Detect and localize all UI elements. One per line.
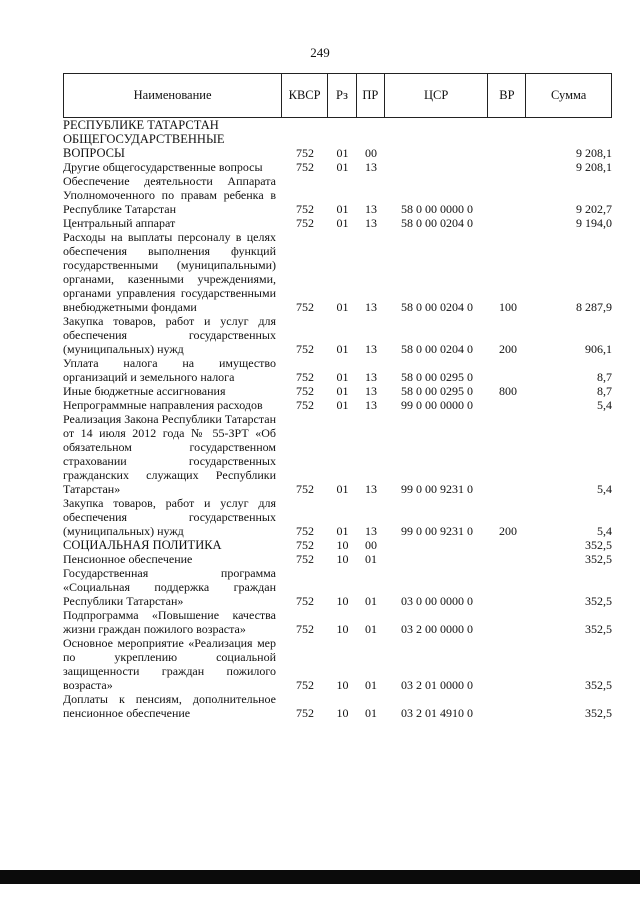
row-sum: 9 208,1	[576, 160, 612, 174]
table-row	[63, 552, 615, 566]
row-rz: 10	[336, 538, 349, 552]
row-name: РЕСПУБЛИКЕ ТАТАРСТАН	[63, 118, 219, 132]
row-kvsr: 752	[296, 160, 314, 174]
table-row	[63, 636, 615, 692]
row-pr: 13	[365, 216, 377, 230]
row-pr: 01	[365, 678, 377, 692]
row-name: Другие общегосударственные вопросы	[63, 160, 263, 174]
budget-table-body	[63, 118, 615, 720]
row-vr	[489, 552, 527, 566]
header-vr: ВР	[488, 74, 526, 117]
row-name: Центральный аппарат	[63, 216, 176, 230]
row-kvsr: 752	[296, 482, 314, 496]
row-vr	[489, 636, 527, 692]
row-kvsr: 752	[296, 146, 314, 160]
row-name: Уплата налога на имущество организаций и земельного налога	[63, 356, 276, 384]
row-csr: 58 0 00 0000 0	[401, 202, 473, 216]
table-row	[63, 496, 615, 538]
row-csr	[385, 132, 489, 160]
row-pr: 13	[365, 370, 377, 384]
row-name: Подпрограмма «Повышение качества жизни граждан пожилого возраста»	[63, 608, 276, 636]
header-rz: Рз	[328, 74, 357, 117]
table-row	[63, 356, 615, 384]
row-rz: 01	[336, 342, 349, 356]
row-kvsr: 752	[296, 384, 314, 398]
row-rz: 10	[336, 706, 349, 720]
page-number: 249	[310, 45, 330, 60]
row-pr: 13	[365, 202, 377, 216]
row-vr: 200	[499, 524, 517, 538]
row-sum: 5,4	[597, 524, 612, 538]
row-vr: 200	[499, 342, 517, 356]
row-kvsr: 752	[296, 706, 314, 720]
row-rz: 10	[336, 594, 349, 608]
row-name: Иные бюджетные ассигнования	[63, 384, 226, 398]
table-row	[63, 608, 615, 636]
row-sum: 9 208,1	[576, 146, 612, 160]
row-sum: 352,5	[585, 622, 612, 636]
row-vr: 100	[499, 300, 517, 314]
row-name: Закупка товаров, работ и услуг для обеспечения государственных (муниципальных) нужд	[63, 314, 276, 356]
row-pr: 13	[365, 342, 377, 356]
table-row	[63, 174, 615, 216]
row-pr: 13	[365, 524, 377, 538]
row-sum	[527, 118, 615, 132]
row-csr: 58 0 00 0204 0	[401, 342, 473, 356]
row-rz: 01	[336, 524, 349, 538]
scan-edge-bar	[0, 870, 640, 884]
row-vr	[489, 216, 527, 230]
row-pr: 01	[365, 706, 377, 720]
row-rz: 01	[336, 300, 349, 314]
table-row	[63, 314, 615, 356]
row-sum: 9 202,7	[576, 202, 612, 216]
row-rz: 10	[336, 622, 349, 636]
row-kvsr: 752	[296, 552, 314, 566]
row-pr: 13	[365, 482, 377, 496]
row-csr	[385, 160, 489, 174]
row-vr	[489, 398, 527, 412]
row-sum: 8,7	[597, 384, 612, 398]
row-rz: 01	[336, 202, 349, 216]
row-sum: 8 287,9	[576, 300, 612, 314]
row-sum: 352,5	[585, 594, 612, 608]
row-vr	[489, 160, 527, 174]
row-sum: 352,5	[585, 706, 612, 720]
row-kvsr: 752	[296, 342, 314, 356]
row-kvsr: 752	[296, 216, 314, 230]
row-rz: 01	[336, 160, 349, 174]
table-row	[63, 692, 615, 720]
row-kvsr: 752	[296, 202, 314, 216]
row-sum: 9 194,0	[576, 216, 612, 230]
table-row	[63, 118, 615, 132]
row-pr: 13	[365, 300, 377, 314]
row-rz: 01	[336, 482, 349, 496]
row-csr: 03 0 00 0000 0	[401, 594, 473, 608]
row-csr: 99 0 00 9231 0	[401, 524, 473, 538]
row-vr	[489, 566, 527, 608]
header-sum: Сумма	[550, 88, 587, 102]
row-name: Расходы на выплаты персоналу в целях обеспечения выполнения функций государственными (муниципальными) органами, казенными учреждениями, органами управления государственными внебюджетными фондами	[63, 230, 276, 314]
row-kvsr: 752	[296, 622, 314, 636]
row-csr: 99 0 00 9231 0	[401, 482, 473, 496]
row-name: Обеспечение деятельности Аппарата Уполномоченного по правам ребенка в Республике Татарстан	[63, 174, 276, 216]
table-row	[63, 412, 615, 496]
row-kvsr: 752	[296, 398, 314, 412]
row-vr	[489, 118, 527, 132]
row-csr	[385, 552, 489, 566]
table-header	[63, 73, 612, 118]
row-sum: 352,5	[585, 678, 612, 692]
row-csr: 58 0 00 0204 0	[401, 216, 473, 230]
row-sum: 5,4	[597, 398, 612, 412]
row-pr: 13	[365, 160, 377, 174]
row-kvsr: 752	[296, 300, 314, 314]
row-kvsr: 752	[296, 524, 314, 538]
row-csr: 03 2 01 4910 0	[401, 706, 473, 720]
row-rz: 01	[336, 384, 349, 398]
row-vr	[489, 538, 527, 552]
row-sum: 352,5	[585, 552, 612, 566]
table-row	[63, 538, 615, 552]
row-name: Основное мероприятие «Реализация мер по укреплению социальной защищенности граждан пожилого возраста»	[63, 636, 276, 692]
row-sum: 5,4	[597, 482, 612, 496]
row-csr: 99 0 00 0000 0	[401, 398, 473, 412]
row-vr	[489, 692, 527, 720]
table-row	[63, 132, 615, 160]
row-pr	[357, 118, 385, 132]
row-rz: 01	[336, 398, 349, 412]
header-kvsr: КВСР	[282, 74, 328, 117]
table-row	[63, 160, 615, 174]
row-rz: 01	[336, 370, 349, 384]
row-vr	[489, 132, 527, 160]
row-csr: 58 0 00 0204 0	[401, 300, 473, 314]
row-sum: 352,5	[585, 538, 612, 552]
row-pr: 01	[365, 552, 377, 566]
row-rz	[328, 118, 357, 132]
row-name: Доплаты к пенсиям, дополнительное пенсионное обеспечение	[63, 692, 276, 720]
row-kvsr: 752	[296, 538, 314, 552]
row-vr	[489, 608, 527, 636]
row-name: Закупка товаров, работ и услуг для обеспечения государственных (муниципальных) нужд	[63, 496, 276, 538]
row-vr: 800	[499, 384, 517, 398]
row-csr: 03 2 01 0000 0	[401, 678, 473, 692]
row-name: СОЦИАЛЬНАЯ ПОЛИТИКА	[63, 538, 222, 552]
header-name: Наименование	[64, 74, 282, 117]
row-csr	[385, 118, 489, 132]
row-vr	[489, 174, 527, 216]
row-csr: 58 0 00 0295 0	[401, 384, 473, 398]
row-sum: 8,7	[597, 370, 612, 384]
row-kvsr	[282, 118, 328, 132]
budget-table	[63, 118, 615, 720]
row-rz: 01	[336, 146, 349, 160]
table-row	[63, 566, 615, 608]
row-csr: 58 0 00 0295 0	[401, 370, 473, 384]
row-vr	[489, 356, 527, 384]
row-kvsr: 752	[296, 370, 314, 384]
row-pr: 01	[365, 622, 377, 636]
row-sum: 906,1	[585, 342, 612, 356]
row-name: ОБЩЕГОСУДАРСТВЕННЫЕ ВОПРОСЫ	[63, 132, 225, 160]
row-rz: 10	[336, 552, 349, 566]
row-pr: 13	[365, 384, 377, 398]
row-kvsr: 752	[296, 594, 314, 608]
table-row	[63, 216, 615, 230]
row-rz: 01	[336, 216, 349, 230]
row-rz: 10	[336, 678, 349, 692]
row-pr: 01	[365, 594, 377, 608]
table-row	[63, 384, 615, 398]
table-row	[63, 398, 615, 412]
header-csr: ЦСР	[385, 74, 489, 117]
header-pr: ПР	[357, 74, 385, 117]
row-name: Государственная программа «Социальная поддержка граждан Республики Татарстан»	[63, 566, 276, 608]
row-kvsr: 752	[296, 678, 314, 692]
row-pr: 00	[365, 538, 377, 552]
row-pr: 13	[365, 398, 377, 412]
row-name: Непрограммные направления расходов	[63, 398, 263, 412]
row-name: Реализация Закона Республики Татарстан от 14 июля 2012 года № 55-ЗРТ «Об обязательном государственном страховании государственных гражданских служащих Республики Татарстан»	[63, 412, 276, 496]
row-csr	[385, 538, 489, 552]
row-name: Пенсионное обеспечение	[63, 552, 193, 566]
row-pr: 00	[365, 146, 377, 160]
row-csr: 03 2 00 0000 0	[401, 622, 473, 636]
table-row	[63, 230, 615, 314]
row-vr	[489, 412, 527, 496]
